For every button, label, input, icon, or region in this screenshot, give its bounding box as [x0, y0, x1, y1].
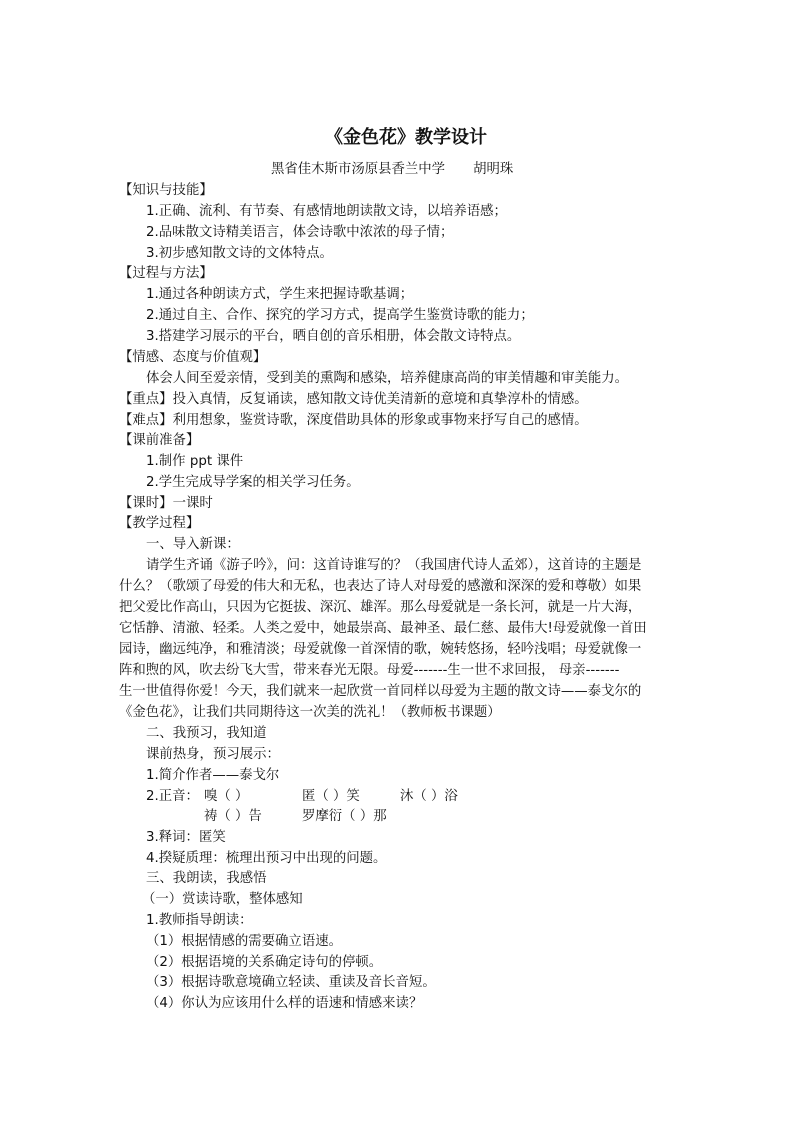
prep-item-2: 2.学生完成导学案的相关学习任务。: [146, 475, 360, 490]
document-title: 《金色花》教学设计: [325, 127, 487, 148]
section-3-heading: 三、我朗读，我感悟: [146, 871, 267, 886]
intro-line-7: 生一世值得你爱！今天，我们就来一起欣赏一首同样以母爱为主题的散文诗——泰戈尔的: [119, 684, 642, 699]
intro-line-4: 它恬静、清澈、轻柔。人类之爱中，她最崇高、最神圣、最仁慈、最伟大!母爱就像一首田: [119, 621, 647, 636]
process-item-2: 2.通过自主、合作、探究的学习方式，提高学生鉴赏诗歌的能力；: [146, 308, 534, 323]
pronunciation-word-5: 罗摩衍（ ）那: [302, 809, 387, 824]
emotion-text: 体会人间至爱亲情，受到美的熏陶和感染，培养健康高尚的审美情趣和审美能力。: [146, 371, 629, 386]
prep-heading: 【课前准备】: [119, 433, 200, 448]
intro-line-3: 把父爱比作高山，只因为它挺拔、深沉、雄浑。那么母爱就是一条长河，就是一片大海，: [119, 600, 642, 615]
preview-item-3: 3.释词：匿笑: [146, 830, 226, 845]
knowledge-item-1: 1.正确、流利、有节奏、有感情地朗读散文诗，以培养语感；: [146, 204, 507, 219]
author-school: 黑省佳木斯市汤原县香兰中学: [271, 162, 446, 177]
section-1-heading: 一、导入新课：: [146, 537, 240, 552]
knowledge-heading: 【知识与技能】: [119, 183, 213, 198]
key-point-label: 【重点】: [119, 392, 173, 407]
guide-item-1: （1）根据情感的需要确立语速。: [146, 934, 342, 949]
emotion-heading: 【情感、态度与价值观】: [119, 350, 267, 365]
section-2-heading: 二、我预习，我知道: [146, 726, 267, 741]
difficulty-line: [119, 411, 588, 431]
pronunciation-word-1: 嗅（ ）: [204, 789, 249, 804]
warmup-line: 课前热身，预习展示：: [146, 747, 280, 762]
guide-heading: 1.教师指导朗读：: [146, 913, 253, 928]
key-point-text: 投入真情，反复诵读，感知散文诗优美清新的意境和真挚淳朴的情感。: [172, 392, 588, 407]
process-item-1: 1.通过各种朗读方式，学生来把握诗歌基调；: [146, 287, 414, 302]
author-line: [271, 160, 513, 180]
teaching-heading: 【教学过程】: [119, 516, 200, 531]
intro-line-1: 请学生齐诵《游子吟》，问：这首诗谁写的？（我国唐代诗人孟郊），这首诗的主题是: [146, 558, 642, 573]
process-heading: 【过程与方法】: [119, 266, 213, 281]
guide-item-3: （3）根据诗歌意境确立轻读、重读及音长音短。: [146, 975, 436, 990]
prep-item-1: 1.制作 ppt 课件: [146, 454, 244, 469]
knowledge-item-2: 2.品味散文诗精美语言，体会诗歌中浓浓的母子情；: [146, 225, 454, 240]
intro-line-8: 《金色花》，让我们共同期待这一次美的洗礼！（教师板书课题）: [119, 705, 501, 720]
difficulty-text: 利用想象，鉴赏诗歌，深度借助具体的形象或事物来抒写自己的感情。: [172, 413, 588, 428]
pronunciation-label: 2.正音：: [146, 789, 199, 804]
process-item-3: 3.搭建学习展示的平台，晒自创的音乐相册，体会散文诗特点。: [146, 329, 521, 344]
guide-item-2: （2）根据语境的关系确定诗句的停顿。: [146, 955, 383, 970]
pronunciation-word-2: 匿（ ）笑: [302, 789, 360, 804]
pronunciation-word-3: 沐（ ）浴: [400, 789, 458, 804]
hours-text: 一课时: [172, 496, 213, 511]
preview-item-1: 1.简介作者——泰戈尔: [146, 768, 280, 783]
author-name: 胡明珠: [473, 162, 514, 177]
knowledge-item-3: 3.初步感知散文诗的文体特点。: [146, 246, 333, 261]
intro-line-5: 园诗，幽远纯净，和雅清淡；母爱就像一首深情的歌，婉转悠扬，轻吟浅唱；母爱就像一: [119, 642, 642, 657]
pronunciation-row-1: [146, 787, 199, 807]
preview-item-4: 4.揆疑质理：梳理出预习中出现的问题。: [146, 851, 387, 866]
hours-line: [119, 494, 213, 514]
subsection-1-heading: （一）赏读诗歌，整体感知: [142, 892, 303, 907]
guide-item-4: （4）你认为应该用什么样的语速和情感来读？: [146, 996, 423, 1011]
hours-label: 【课时】: [119, 496, 173, 511]
difficulty-label: 【难点】: [119, 413, 173, 428]
intro-line-2: 什么？（歌颂了母爱的伟大和无私，也表达了诗人对母爱的感激和深深的爱和尊敬）如果: [119, 579, 642, 594]
pronunciation-word-4: 祷（ ）告: [204, 809, 262, 824]
key-point-line: [119, 390, 588, 410]
intro-line-6: 阵和煦的风，吹去纷飞大雪，带来春光无限。母爱-------生一世不求回报， 母亲-------: [119, 663, 620, 678]
